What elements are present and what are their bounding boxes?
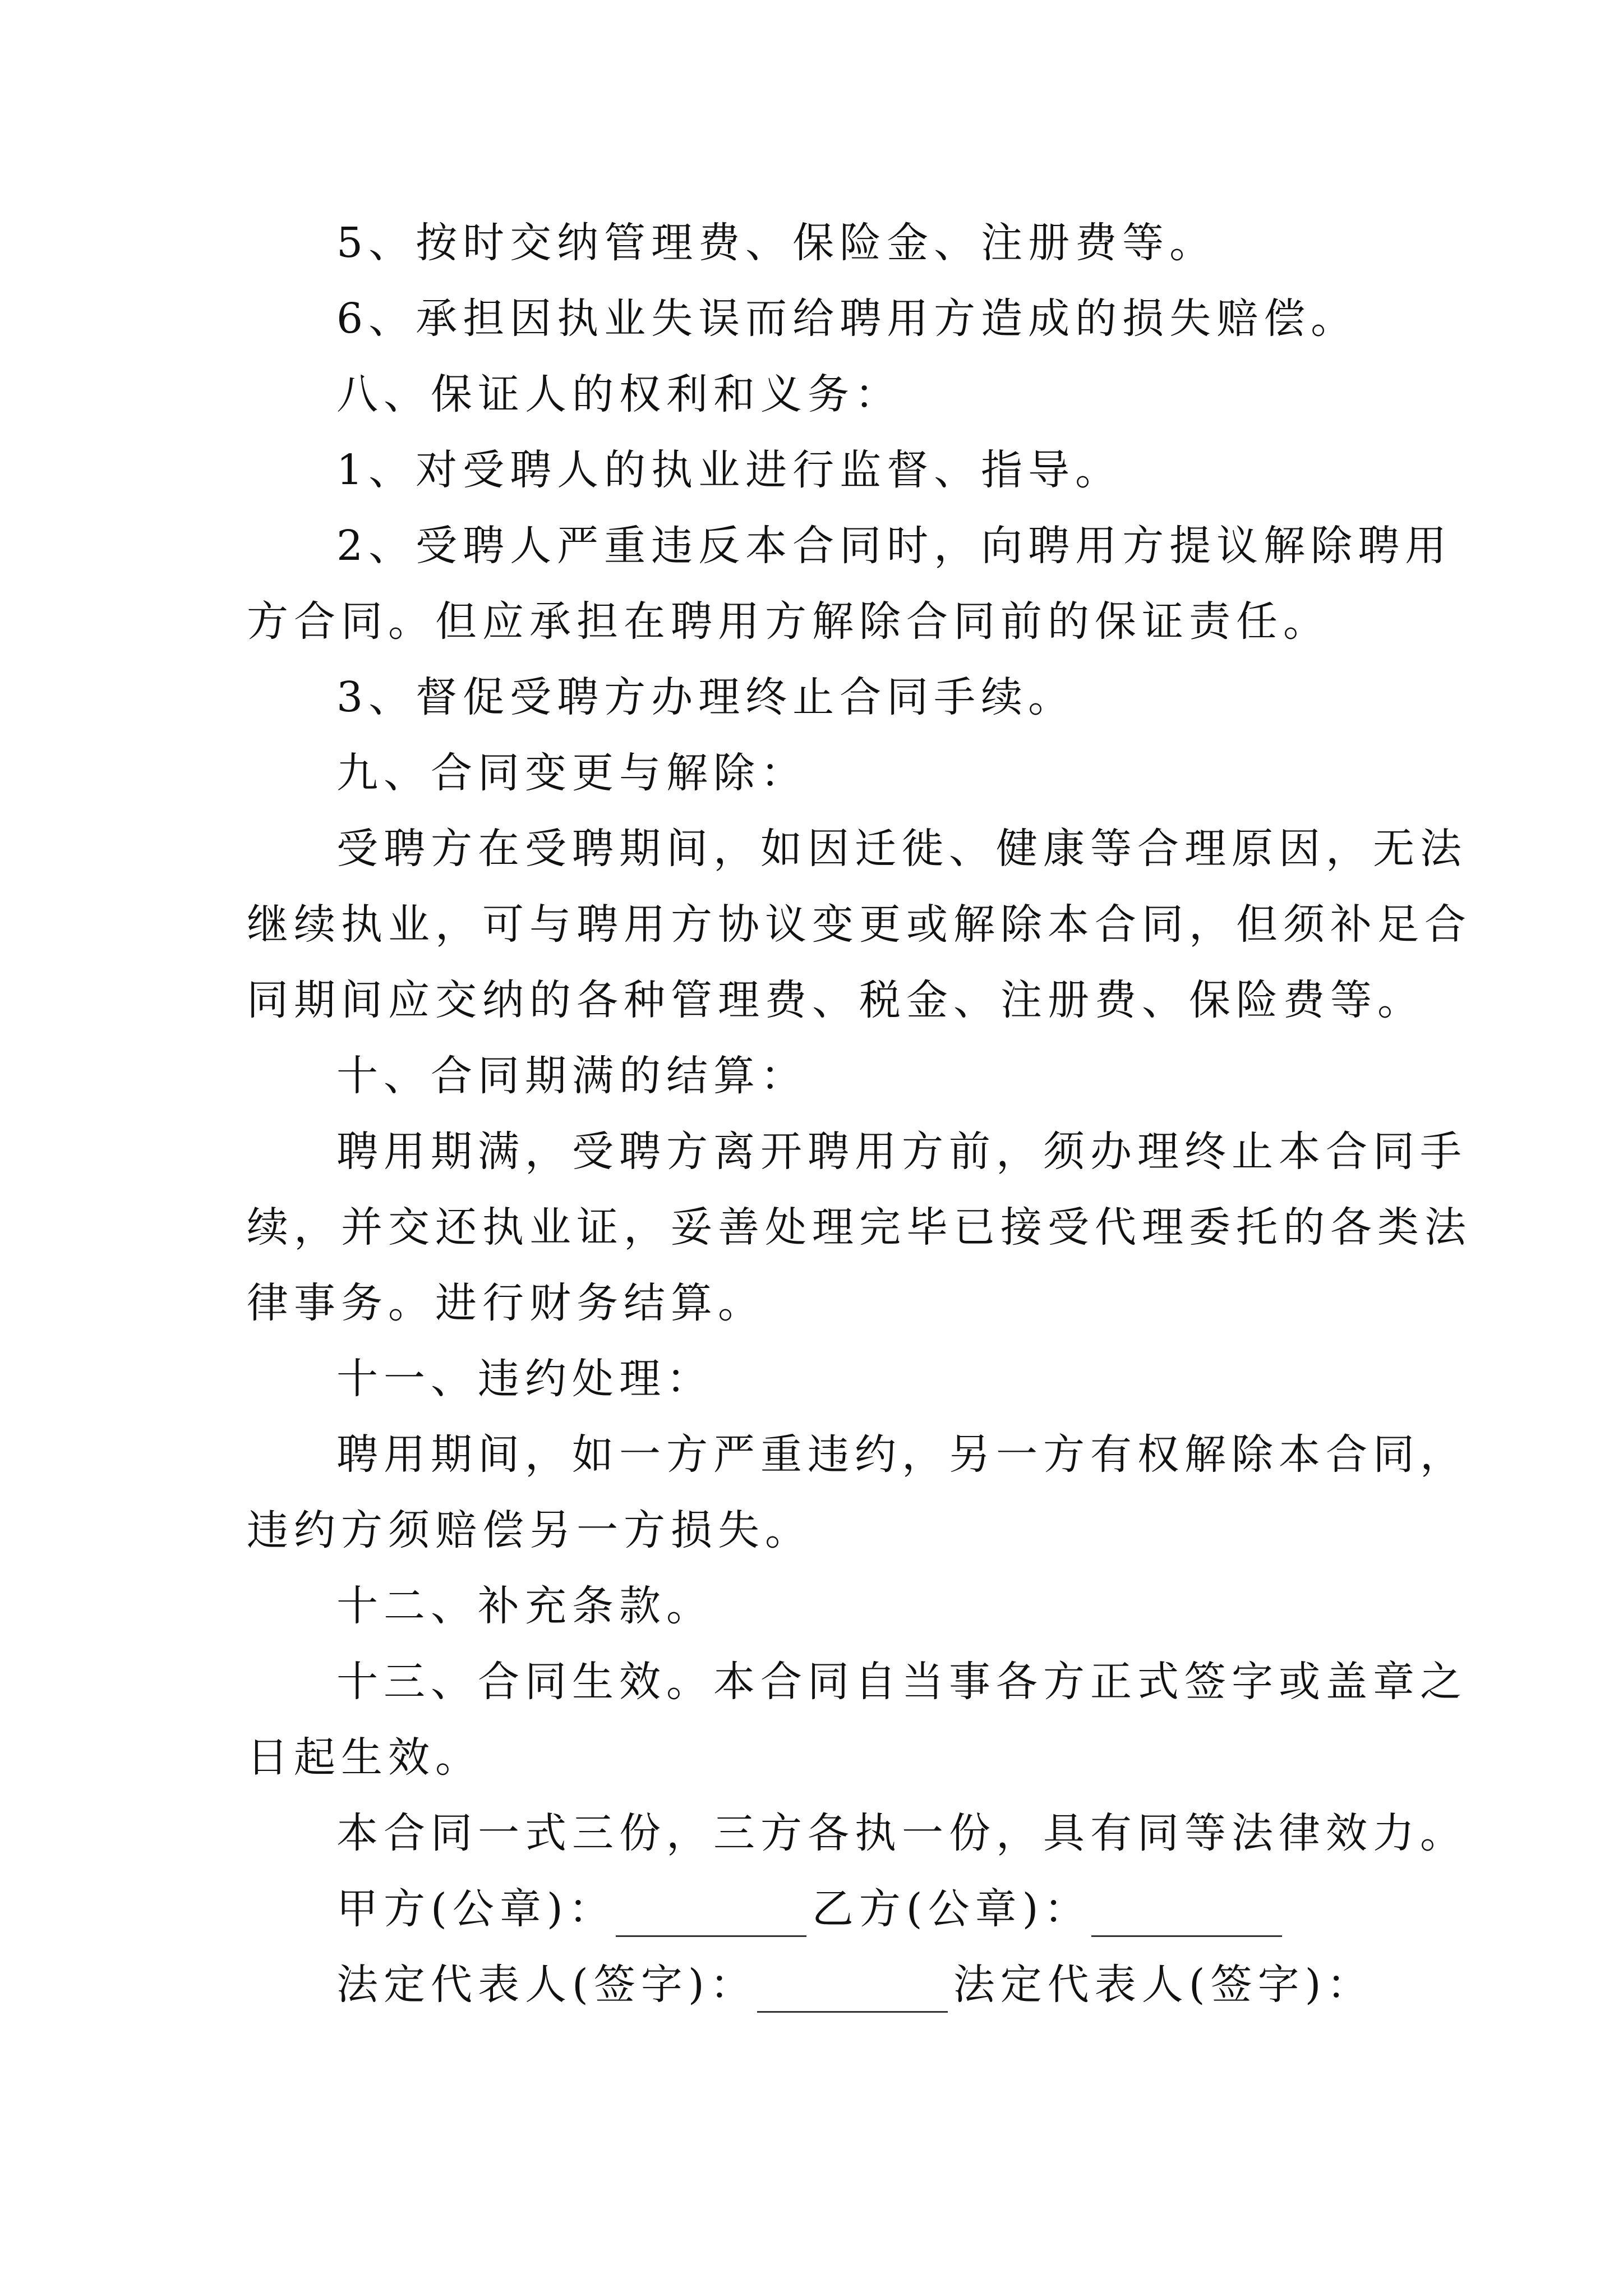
text-line: 同期间应交纳的各种管理费、税金、注册费、保险费等。 — [247, 976, 1424, 1024]
text-line: 八、保证人的权利和义务： — [336, 370, 902, 418]
text-line: 聘用期间，如一方严重违约，另一方有权解除本合同， — [336, 1430, 1467, 1479]
text-line: 九、合同变更与解除： — [336, 749, 808, 797]
rep-b-sign-label: 法定代表人(签字)： — [953, 1961, 1374, 2009]
text-line: 继续执业，可与聘用方协议变更或解除本合同，但须补足合 — [247, 900, 1472, 949]
text-line: 6、承担因执业失误而给聘用方造成的损失赔偿。 — [336, 295, 1358, 343]
party-b-seal-blank — [1091, 1896, 1282, 1937]
text-line: 3、督促受聘方办理终止合同手续。 — [336, 673, 1076, 721]
signature-row-representative — [336, 1957, 1374, 2013]
party-a-seal-blank — [616, 1896, 806, 1937]
text-line: 日起生效。 — [247, 1733, 482, 1782]
text-line: 十二、补充条款。 — [336, 1582, 713, 1630]
text-line: 十三、合同生效。本合同自当事各方正式签字或盖章之 — [336, 1658, 1467, 1706]
text-line: 受聘方在受聘期间，如因迁徙、健康等合理原因，无法 — [336, 825, 1467, 873]
text-line: 1、对受聘人的执业进行监督、指导。 — [336, 446, 1123, 494]
party-a-seal-label: 甲方(公章)： — [336, 1885, 616, 1933]
text-line: 续，并交还执业证，妥善处理完毕已接受代理委托的各类法 — [247, 1203, 1472, 1251]
text-line: 十一、违约处理： — [336, 1355, 713, 1403]
rep-a-sign-label: 法定代表人(签字)： — [336, 1961, 757, 2009]
text-line: 2、受聘人严重违反本合同时，向聘用方提议解除聘用 — [336, 522, 1453, 570]
signature-row-seal — [336, 1881, 1288, 1937]
text-line: 方合同。但应承担在聘用方解除合同前的保证责任。 — [247, 597, 1330, 646]
text-line: 十、合同期满的结算： — [336, 1052, 808, 1100]
rep-a-sign-blank — [757, 1972, 948, 2013]
party-b-seal-label: 乙方(公章)： — [811, 1885, 1091, 1933]
text-line: 违约方须赔偿另一方损失。 — [247, 1506, 812, 1554]
text-line: 5、按时交纳管理费、保险金、注册费等。 — [336, 219, 1217, 267]
text-line: 聘用期满，受聘方离开聘用方前，须办理终止本合同手 — [336, 1128, 1467, 1176]
text-line: 本合同一式三份，三方各执一份，具有同等法律效力。 — [336, 1809, 1467, 1857]
text-line: 律事务。进行财务结算。 — [247, 1279, 765, 1327]
